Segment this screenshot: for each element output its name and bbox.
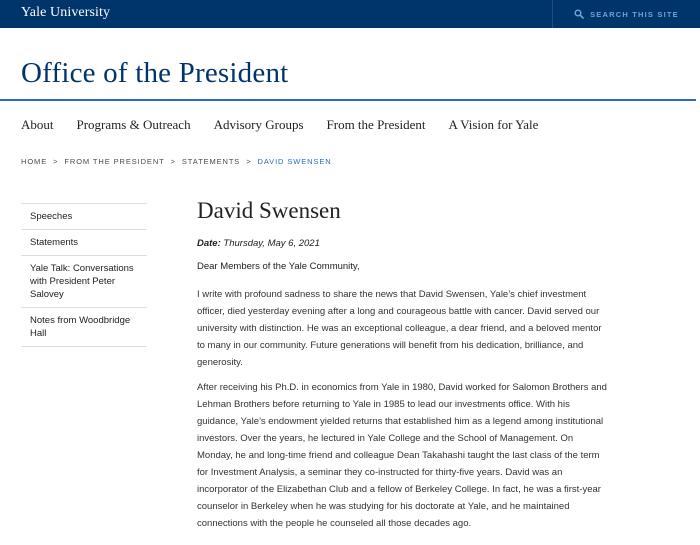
nav-item-from-the-president[interactable]: From the President bbox=[326, 117, 426, 132]
site-title[interactable]: Office of the President bbox=[21, 57, 289, 89]
main-nav bbox=[21, 117, 561, 133]
salutation: Dear Members of the Yale Community, bbox=[197, 261, 360, 272]
sidebar-item-yale-talk[interactable]: Yale Talk: Conversations with President Peter Salovey bbox=[21, 256, 147, 308]
article-title: David Swensen bbox=[197, 198, 341, 223]
breadcrumb-home[interactable]: HOME bbox=[21, 157, 48, 166]
article-date bbox=[197, 238, 609, 249]
sidebar-nav bbox=[21, 203, 147, 347]
date-value: Thursday, May 6, 2021 bbox=[223, 238, 320, 249]
date-label: Date: bbox=[197, 238, 221, 249]
article-paragraph: After receiving his Ph.D. in economics from Yale in 1980, David worked for Salomon Brothers and Lehman Brothers before returning to Yale in 1985 to lead our investments office. With his guidance, Yale’s endowment yielded returns that established him as a legend among institutional investors. Over the years, he lectured in Yale College and the School of Management. On Monday, he and long-time friend and colleague Dean Takahashi taught the last class of the term for Investment Analysis, a seminar they co-instructed for thirty-five years. David was an incorporator of the Elizabethan Club and a fellow of Berkeley College. In fact, he was a first-year counselor in Berkeley when he was studying for his doctorate at Yale, and he maintained connections with the people he counseled all those decades ago. bbox=[197, 382, 607, 529]
breadcrumb-from-the-president[interactable]: FROM THE PRESIDENT bbox=[64, 157, 165, 166]
breadcrumb-current: DAVID SWENSEN bbox=[257, 157, 332, 166]
sidebar-item-statements[interactable]: Statements bbox=[21, 230, 147, 256]
nav-item-vision-for-yale[interactable]: A Vision for Yale bbox=[448, 117, 539, 132]
search-button[interactable] bbox=[552, 0, 700, 28]
search-label: SEARCH THIS SITE bbox=[590, 9, 679, 19]
sidebar-item-woodbridge-hall[interactable]: Notes from Woodbridge Hall bbox=[21, 308, 147, 347]
search-icon bbox=[574, 9, 584, 19]
yale-university-logo[interactable]: Yale University bbox=[21, 5, 111, 20]
nav-item-advisory-groups[interactable]: Advisory Groups bbox=[213, 117, 304, 132]
nav-item-about[interactable]: About bbox=[21, 117, 54, 132]
breadcrumb-separator: > bbox=[53, 157, 59, 166]
breadcrumb-separator: > bbox=[170, 157, 176, 166]
sidebar-item-speeches[interactable]: Speeches bbox=[21, 204, 147, 230]
title-divider bbox=[0, 99, 696, 101]
article-paragraph: I write with profound sadness to share the news that David Swensen, Yale’s chief investment officer, died yesterday evening after a long and courageous battle with cancer. David served our university with distinction. He was an exceptional colleague, a dear friend, and a beloved mentor to many in our community. Future generations will benefit from his dedication, brilliance, and generosity. bbox=[197, 289, 602, 368]
breadcrumb-separator: > bbox=[246, 157, 252, 166]
breadcrumb bbox=[21, 157, 332, 166]
breadcrumb-statements[interactable]: STATEMENTS bbox=[181, 157, 241, 166]
top-bar bbox=[0, 0, 700, 28]
nav-item-programs-outreach[interactable]: Programs & Outreach bbox=[76, 117, 191, 132]
article bbox=[197, 198, 609, 540]
